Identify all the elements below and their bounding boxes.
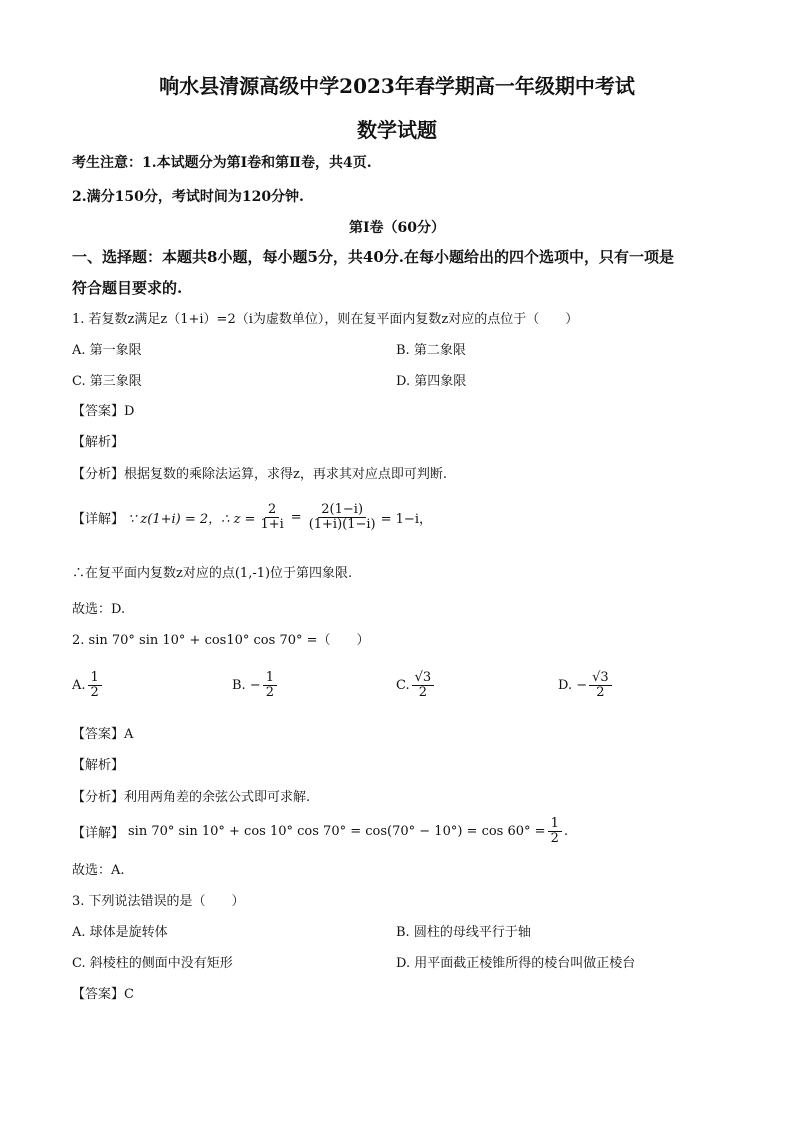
- q1-stem: 1. 若复数z满足z（1+i）=2（i为虚数单位），则在复平面内复数z对应的点位于（ ）: [72, 312, 579, 327]
- q3-option-b: B. 圆柱的母线平行于轴: [396, 925, 531, 940]
- detail-tag: 【详解】: [72, 511, 125, 527]
- q1-answer: D: [124, 404, 135, 419]
- fraction-denominator: 2: [596, 684, 605, 700]
- q1-fenxi-row: [72, 463, 447, 482]
- answer-tag: 【答案】: [72, 987, 125, 1002]
- q2-detail-expr: sin 70° sin 10° + cos 10° cos 70° = cos(70° − 10°) = cos 60° =: [128, 823, 546, 839]
- option-fraction: [589, 671, 612, 699]
- q1-conclusion: ∴在复平面内复数z对应的点(1,-1)位于第四象限.: [72, 566, 353, 581]
- fenxi-tag: 【分析】: [72, 790, 125, 805]
- detail-tag: 【详解】: [72, 825, 125, 841]
- fraction-numerator: 1: [88, 671, 102, 686]
- option-label: A.: [72, 677, 86, 693]
- fraction-denominator: 2: [265, 684, 274, 700]
- q1-option-b: B. 第二象限: [396, 343, 466, 358]
- option-fraction: [88, 671, 102, 699]
- q1-option-c: C. 第三象限: [72, 374, 142, 389]
- answer-tag: 【答案】: [72, 727, 125, 742]
- q2-detail-end: .: [563, 823, 568, 839]
- q2-answer-row: [72, 723, 133, 742]
- fenxi-tag: 【分析】: [72, 467, 125, 482]
- fraction-denominator: (1+i)(1−i): [308, 516, 376, 532]
- q2-detail-fraction: [548, 817, 562, 845]
- q2-option-a: [72, 664, 104, 706]
- q2-stem: 2. sin 70° sin 10° + cos10° cos 70° =（ ）: [72, 633, 370, 648]
- q3-answer: C: [124, 987, 134, 1002]
- option-label: C.: [396, 677, 410, 693]
- q1-choose: 故选：D.: [72, 602, 126, 617]
- q2-fenxi-text: 利用两角差的余弦公式即可求解.: [124, 790, 311, 805]
- q2-option-b: [232, 664, 279, 706]
- q1-fenxi-text: 根据复数的乘除法运算，求得z，再求其对应点即可判断.: [124, 467, 447, 482]
- answer-tag: 【答案】: [72, 404, 125, 419]
- option-label: D. −: [558, 677, 588, 693]
- q1-analysis-tag: 【解析】: [72, 435, 125, 450]
- q1-option-a: A. 第一象限: [72, 343, 142, 358]
- notice-line-2: 2.满分150分，考试时间为120分钟.: [72, 189, 304, 205]
- q3-option-d: D. 用平面截正棱锥所得的棱台叫做正棱台: [396, 956, 636, 971]
- option-label: B. −: [232, 677, 261, 693]
- fraction-numerator: √3: [589, 671, 612, 686]
- section-title: 第Ⅰ卷（60分）: [348, 220, 446, 236]
- fraction-numerator: 2(1−i): [318, 503, 366, 518]
- fraction-numerator: 1: [263, 671, 277, 686]
- option-fraction: [263, 671, 277, 699]
- fraction-denominator: 1+i: [260, 516, 284, 532]
- notice-line-1: 考生注意：1.本试题分为第Ⅰ卷和第Ⅱ卷，共4页.: [72, 155, 372, 171]
- fraction-denominator: 2: [90, 684, 99, 700]
- q2-detail-row: [72, 810, 568, 852]
- q2-fenxi-row: [72, 786, 310, 805]
- exam-subtitle: 数学试题: [357, 118, 437, 142]
- q2-choose: 故选：A.: [72, 863, 125, 878]
- q2-answer: A: [124, 727, 134, 742]
- q3-stem: 3. 下列说法错误的是（ ）: [72, 894, 245, 909]
- fraction-numerator: √3: [412, 671, 435, 686]
- section-instruction-1: 一、选择题：本题共8小题，每小题5分，共40分.在每小题给出的四个选项中，只有一项是: [72, 248, 674, 266]
- q1-fraction-1: [257, 503, 286, 531]
- q1-option-d: D. 第四象限: [396, 374, 467, 389]
- q2-analysis-tag: 【解析】: [72, 758, 125, 773]
- q2-option-d: [558, 664, 614, 706]
- q2-option-c: [396, 664, 436, 706]
- q3-answer-row: [72, 983, 134, 1002]
- fraction-numerator: 1: [548, 817, 562, 832]
- q1-detail-row: 【详解】 ∵ z(1+i) = 2，∴ z = $\frac{2}{1+i}$ = $\frac{2(1-i)}{(1+i)(1-i)}$ = 1−i，: [72, 501, 432, 532]
- exam-title: 响水县清源高级中学2023年春学期高一年级期中考试: [159, 74, 635, 98]
- q1-detail-post: = 1−i，: [380, 511, 432, 527]
- fraction-denominator: 2: [418, 684, 428, 700]
- q1-answer-row: [72, 400, 134, 419]
- fraction-denominator: 2: [550, 830, 559, 846]
- fraction-numerator: 2: [265, 503, 279, 518]
- q1-detail-pre: ∵ z(1+i) = 2，∴ z =: [128, 511, 256, 527]
- section-instruction-2: 符合题目要求的.: [72, 279, 183, 297]
- q1-fraction-2: [306, 503, 379, 531]
- q3-option-c: C. 斜棱柱的侧面中没有矩形: [72, 956, 233, 971]
- q3-option-a: A. 球体是旋转体: [72, 925, 168, 940]
- option-fraction: [412, 671, 435, 699]
